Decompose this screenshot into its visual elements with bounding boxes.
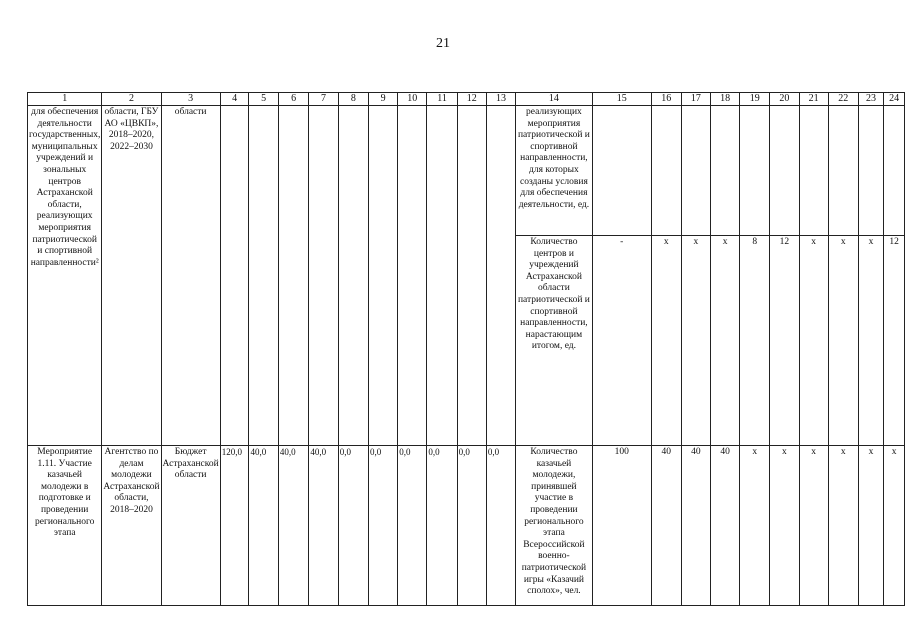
table-cell: [711, 106, 740, 236]
col-header: 22: [828, 93, 858, 106]
col-header: 4: [220, 93, 249, 106]
col-header: 3: [161, 93, 220, 106]
money-cell: 40,0: [249, 446, 278, 606]
value-cell: x: [711, 236, 740, 446]
col-header: 24: [884, 93, 905, 106]
col-header: 13: [486, 93, 515, 106]
money-cell: 0,0: [457, 446, 486, 606]
table-cell: [651, 106, 681, 236]
indicator-cell: Количество центров и учреждений Астраханской области патриотической и спортивной направленности, нарастающим итогом, ед.: [516, 236, 593, 446]
col-header: 14: [516, 93, 593, 106]
table-cell: [338, 106, 368, 446]
table-cell: [681, 106, 710, 236]
col-header: 17: [681, 93, 710, 106]
value-cell: x: [799, 446, 828, 606]
indicator-cell: Количество казачьей молодежи, принявшей участие в проведении регионального этапа Всероссийской военно-патриотической игры «Казачий сполох», чел.: [516, 446, 593, 606]
col-header: 9: [368, 93, 397, 106]
source-cell: Бюджет Астраханской области: [161, 446, 220, 606]
col-header: 18: [711, 93, 740, 106]
money-cell: 0,0: [398, 446, 427, 606]
page-number: 21: [436, 36, 450, 51]
value-cell: 40: [681, 446, 710, 606]
col-header: 7: [309, 93, 338, 106]
executor-cell: области, ГБУ АО «ЦВКП», 2018–2020, 2022–2030: [102, 106, 161, 446]
value-cell: x: [828, 446, 858, 606]
table-cell: [220, 106, 249, 446]
value-cell: x: [799, 236, 828, 446]
table-cell: [457, 106, 486, 446]
money-cell: 0,0: [368, 446, 397, 606]
value-cell: x: [740, 446, 770, 606]
table-row: [28, 106, 905, 236]
col-header: 5: [249, 93, 278, 106]
money-cell: 0,0: [338, 446, 368, 606]
money-cell: 0,0: [486, 446, 515, 606]
table-cell: [427, 106, 457, 446]
money-cell: 0,0: [427, 446, 457, 606]
table-cell: [740, 106, 770, 236]
source-cell: области: [161, 106, 220, 446]
table-cell: [592, 106, 651, 236]
header-row: [28, 93, 905, 106]
money-cell: 40,0: [278, 446, 308, 606]
indicator-cell: реализующих мероприятия патриотической и спортивной направленности, для которых созданы условия для обеспечения деятельности, ед.: [516, 106, 593, 236]
col-header: 1: [28, 93, 102, 106]
table-cell: [309, 106, 338, 446]
value-cell: 40: [711, 446, 740, 606]
value-cell: 100: [592, 446, 651, 606]
col-header: 8: [338, 93, 368, 106]
col-header: 15: [592, 93, 651, 106]
executor-cell: Агентство по делам молодежи Астраханской области, 2018–2020: [102, 446, 161, 606]
value-cell: x: [858, 446, 883, 606]
table-cell: [828, 106, 858, 236]
table-cell: [398, 106, 427, 446]
col-header: 16: [651, 93, 681, 106]
program-table: [27, 92, 905, 606]
col-header: 21: [799, 93, 828, 106]
activity-cell: Мероприятие 1.11. Участие казачьей молодежи в подготовке и проведении регионального этапа: [28, 446, 102, 606]
value-cell: 12: [770, 236, 799, 446]
table-cell: [486, 106, 515, 446]
col-header: 23: [858, 93, 883, 106]
value-cell: 12: [884, 236, 905, 446]
table-row: [28, 446, 905, 606]
value-cell: x: [884, 446, 905, 606]
col-header: 2: [102, 93, 161, 106]
col-header: 11: [427, 93, 457, 106]
table-cell: [278, 106, 308, 446]
activity-cell: для обеспечения деятельности государственных, муниципальных учреждений и зональных центров Астраханской области, реализующих мероприятия патриотической и спортивной направленности²: [28, 106, 102, 446]
value-cell: 40: [651, 446, 681, 606]
col-header: 12: [457, 93, 486, 106]
col-header: 19: [740, 93, 770, 106]
col-header: 6: [278, 93, 308, 106]
value-cell: x: [651, 236, 681, 446]
col-header: 10: [398, 93, 427, 106]
col-header: 20: [770, 93, 799, 106]
table-cell: [249, 106, 278, 446]
value-cell: x: [681, 236, 710, 446]
table-cell: [858, 106, 883, 236]
value-cell: x: [828, 236, 858, 446]
value-cell: 8: [740, 236, 770, 446]
table-cell: [884, 106, 905, 236]
value-cell: -: [592, 236, 651, 446]
money-cell: 120,0: [220, 446, 249, 606]
money-cell: 40,0: [309, 446, 338, 606]
value-cell: x: [858, 236, 883, 446]
table-cell: [799, 106, 828, 236]
table-cell: [368, 106, 397, 446]
table-cell: [770, 106, 799, 236]
value-cell: x: [770, 446, 799, 606]
